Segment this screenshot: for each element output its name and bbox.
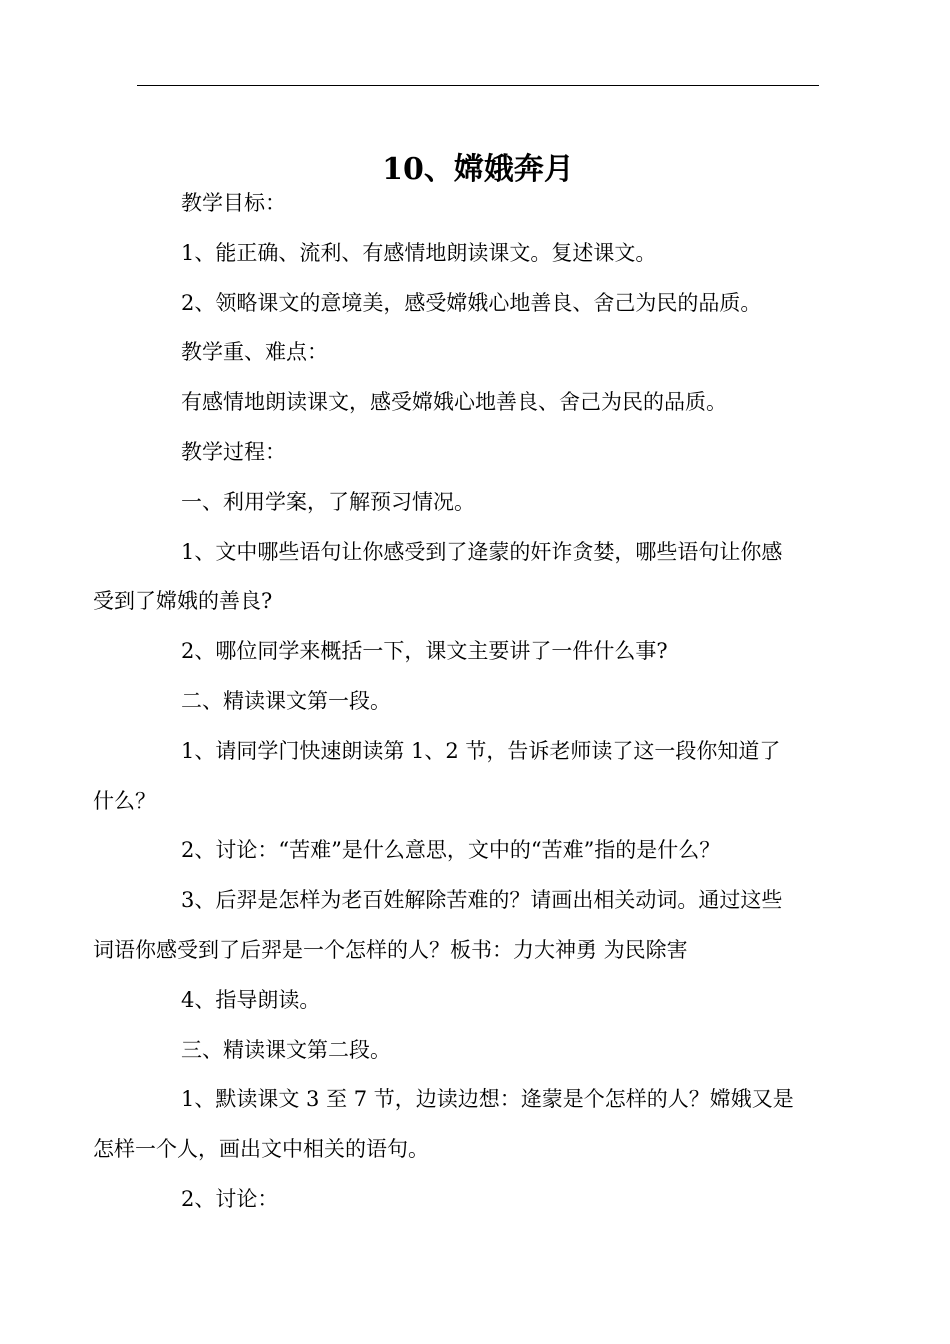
paragraph-line: 2、讨论：“苦难”是什么意思，文中的“苦难”指的是什么？ (181, 838, 721, 863)
paragraph (137, 179, 819, 229)
paragraph-line: 教学过程： (181, 439, 286, 464)
paragraph (137, 976, 819, 1026)
paragraph-line: 三、精读课文第二段。 (181, 1037, 391, 1062)
paragraph-line: 怎样一个人，画出文中相关的语句。 (93, 1137, 429, 1162)
paragraph (137, 478, 819, 528)
paragraph (137, 428, 819, 478)
paragraph-line: 二、精读课文第一段。 (181, 688, 391, 713)
paragraph (93, 727, 819, 827)
paragraph-line: 受到了嫦娥的善良? (93, 589, 273, 614)
paragraph (137, 378, 819, 428)
paragraph (137, 627, 819, 677)
paragraph (137, 229, 819, 279)
paragraph (137, 826, 819, 876)
paragraph-line: 有感情地朗读课文，感受嫦娥心地善良、舍己为民的品质。 (181, 390, 727, 415)
paragraph-line: 2、哪位同学来概括一下，课文主要讲了一件什么事? (181, 639, 668, 664)
paragraph (137, 677, 819, 727)
paragraph-line: 1、能正确、流利、有感情地朗读课文。复述课文。 (181, 240, 657, 265)
document-title: 10、嫦娥奔月 (382, 152, 574, 188)
paragraph (137, 1175, 819, 1225)
paragraph-line: 1、请同学门快速朗读第 1、2 节，告诉老师读了这一段你知道了 (181, 738, 781, 763)
paragraph-line: 2、领略课文的意境美，感受嫦娥心地善良、舍己为民的品质。 (181, 290, 762, 315)
paragraph-line: 1、文中哪些语句让你感受到了逄蒙的奸诈贪婪，哪些语句让你感 (181, 539, 783, 564)
paragraph (137, 1026, 819, 1076)
paragraph (93, 876, 819, 976)
paragraph-line: 一、利用学案，了解预习情况。 (181, 489, 475, 514)
paragraph (93, 528, 819, 628)
header-rule (137, 85, 819, 86)
paragraph (137, 328, 819, 378)
paragraph-line: 什么？ (93, 788, 156, 813)
paragraph-line: 词语你感受到了后羿是一个怎样的人？板书：力大神勇 为民除害 (93, 937, 688, 962)
paragraph-line: 4、指导朗读。 (181, 987, 321, 1012)
document-body (93, 179, 819, 1225)
paragraph-line: 1、默读课文 3 至 7 节，边读边想：逄蒙是个怎样的人？嫦娥又是 (181, 1087, 794, 1112)
paragraph-line: 2、讨论： (181, 1186, 279, 1211)
paragraph-line: 教学目标： (181, 191, 286, 215)
paragraph (137, 279, 819, 329)
paragraph-line: 教学重、难点： (181, 340, 328, 365)
paragraph-line: 3、后羿是怎样为老百姓解除苦难的？请画出相关动词。通过这些 (181, 888, 783, 913)
paragraph (93, 1075, 819, 1175)
